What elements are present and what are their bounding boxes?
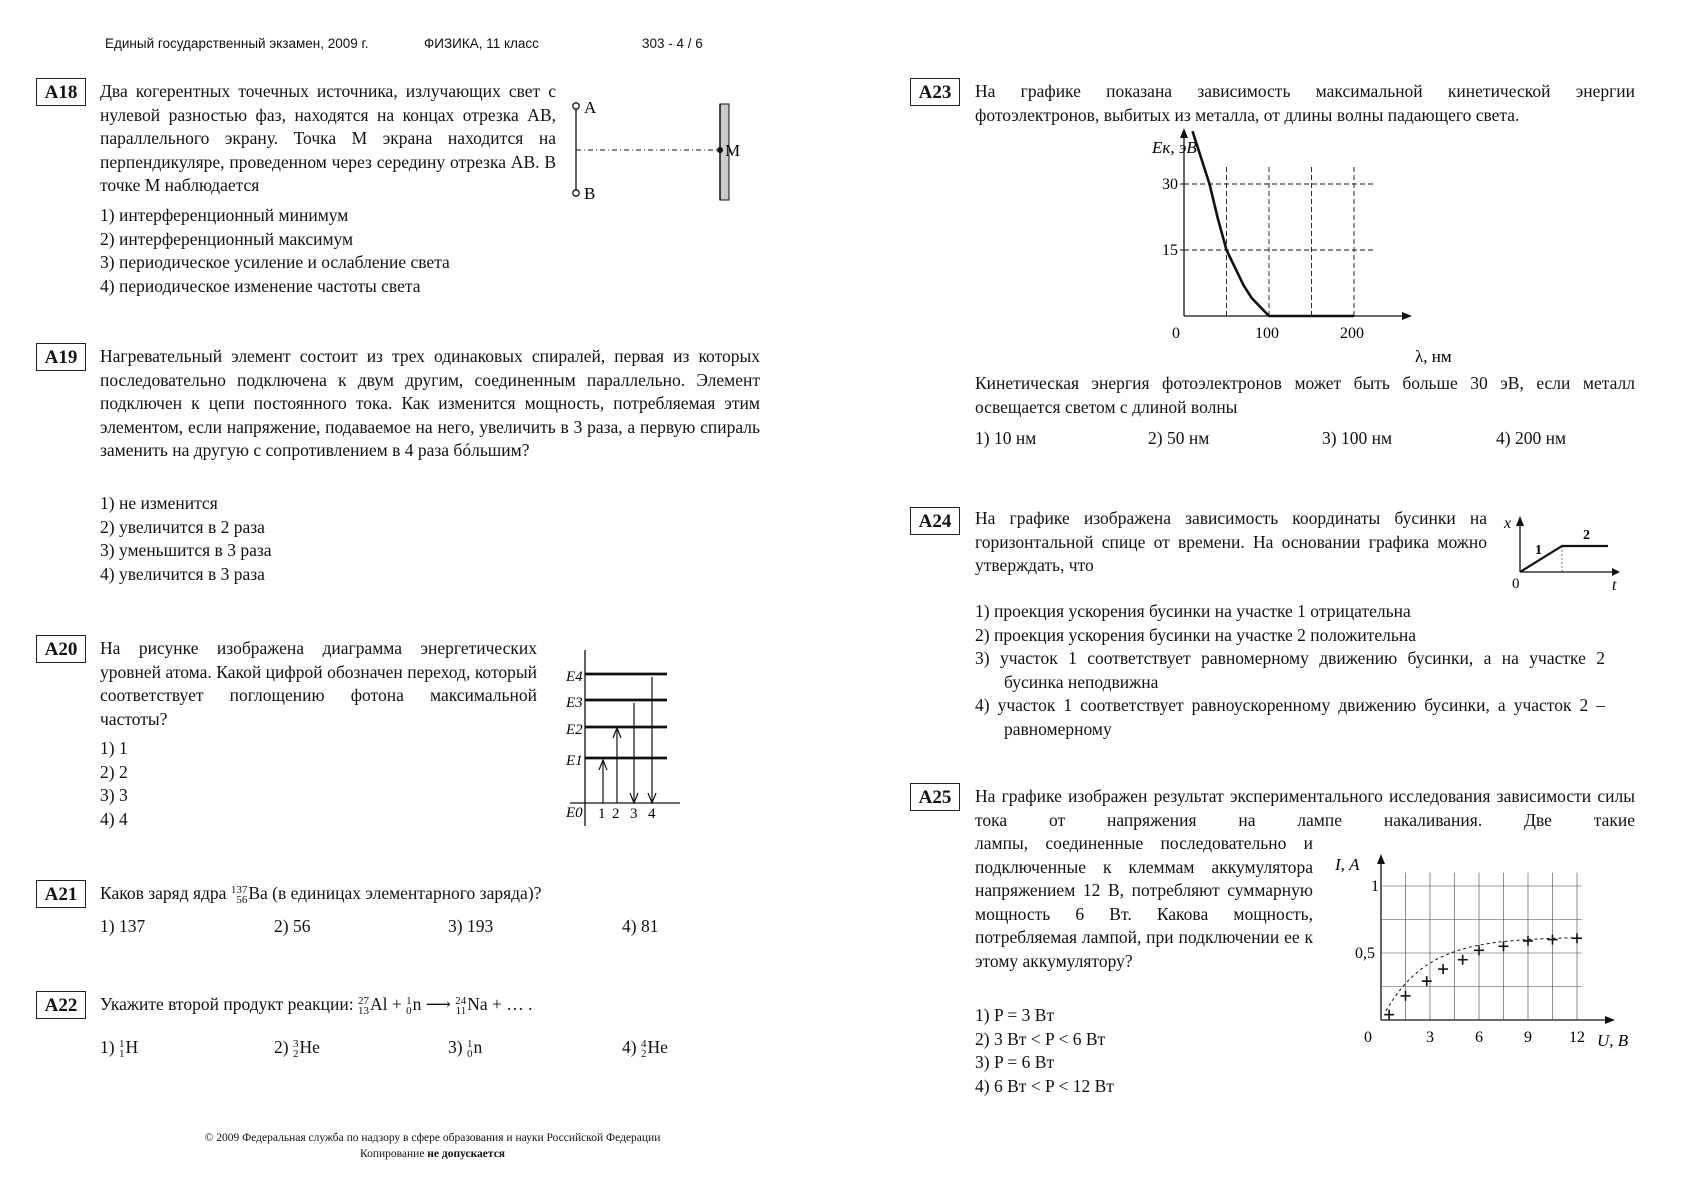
option-a18-4[interactable]: 4) периодическое изменение частоты света (100, 275, 421, 296)
chart2-fit-curve (1386, 938, 1579, 1011)
chart2-y-tick: 0,5 (1355, 945, 1375, 962)
chart2-data-point (1572, 933, 1582, 943)
option-a20-4[interactable]: 4) 4 (100, 808, 128, 829)
chart1-xlabel: λ, нм (1415, 347, 1452, 366)
transition-3: 3 (630, 806, 638, 822)
a22-r1-indices: 27 13 (357, 994, 369, 1017)
transition-1: 1 (598, 806, 606, 822)
fig-label-a: A (584, 98, 597, 117)
level-e2: E2 (566, 722, 583, 738)
chart2-ylabel: I, А (1335, 855, 1360, 874)
a22-p1-indices: 24 11 (455, 994, 467, 1017)
option-a19-3[interactable]: 3) уменьшится в 3 раза (100, 540, 272, 560)
option-a19-2[interactable]: 2) увеличится в 2 раза (100, 516, 265, 537)
option-a25-2[interactable]: 2) 3 Вт < P < 6 Вт (975, 1028, 1106, 1049)
option-a23-2[interactable]: 2) 50 нм (1148, 428, 1210, 448)
a22-r2-symbol: n (412, 994, 422, 1014)
a18-figure (565, 96, 745, 206)
question-text-a21 (100, 882, 700, 906)
footer (0, 1130, 865, 1162)
level-e1: E1 (566, 753, 583, 769)
question-text-a20: На рисунке изображена диаграмма энергетических уровней атома. Какой цифрой обозначен переход, который соответствует поглощению фотона максимальной частоты? (100, 638, 537, 729)
chart2-y-arrow (1377, 854, 1385, 864)
question-number-a24: А24 (910, 507, 960, 535)
a22-plus: + (391, 994, 402, 1014)
question-text-a22 (100, 993, 740, 1017)
chart1-x-tick: 100 (1255, 325, 1279, 342)
option-a20-2[interactable]: 2) 2 (100, 761, 128, 782)
chart2-data-point (1548, 935, 1558, 945)
options-a24 (975, 600, 1605, 741)
options-a18 (100, 204, 450, 298)
transition-2: 2 (612, 806, 620, 822)
chart2-data-point (1499, 941, 1509, 951)
chart2-xlabel: U, В (1597, 1031, 1629, 1050)
header-page: 303 - 4 / 6 (642, 36, 703, 51)
chart2-data-point (1523, 936, 1533, 946)
a22-r2-indices: 1 0 (406, 994, 412, 1017)
option-a24-1[interactable]: 1) проекция ускорения бусинки на участке 1 отрицательна (975, 601, 1411, 621)
a21-nuclide-symbol: Ba (248, 883, 268, 903)
chart1-x-arrow (1402, 312, 1412, 320)
a22-r1-symbol: Al (369, 994, 388, 1014)
a21-text-after: (в единицах элементарного заряда)? (272, 883, 542, 903)
option-a25-4[interactable]: 4) 6 Вт < P < 12 Вт (975, 1075, 1114, 1096)
question-number-a25: А25 (910, 783, 960, 811)
chart2-data-point (1458, 955, 1468, 965)
chart1-x-tick: 200 (1340, 325, 1364, 342)
chart2-x-tick: 0 (1364, 1029, 1372, 1046)
a22-text-before: Укажите второй продукт реакции: (100, 994, 354, 1014)
question-number-a19: А19 (36, 343, 86, 371)
option-a21-2[interactable]: 2) 56 (274, 916, 311, 936)
option-a20-3[interactable]: 3) 3 (100, 785, 128, 805)
current-voltage-chart (1325, 850, 1655, 1060)
option-a22-1[interactable]: 1) 1 1 H (100, 1037, 139, 1060)
question-number-a20: А20 (36, 635, 86, 663)
a22-p1-symbol: Na (467, 994, 488, 1014)
option-a25-3[interactable]: 3) P = 6 Вт (975, 1052, 1055, 1072)
transition-4: 4 (648, 806, 656, 822)
level-e0: E0 (566, 805, 583, 821)
chart1-x-tick: 0 (1172, 325, 1180, 342)
photoelectron-energy-chart (1140, 128, 1470, 368)
a22-tail: + … . (491, 994, 533, 1014)
question-number-a18: А18 (36, 78, 86, 106)
option-a20-1[interactable]: 1) 1 (100, 738, 128, 758)
chart2-y-tick: 1 (1371, 878, 1379, 895)
chart1-y-arrow (1180, 128, 1188, 138)
option-a19-4[interactable]: 4) увеличится в 3 раза (100, 563, 265, 584)
option-a24-4[interactable]: 4) участок 1 соответствует равноускоренному движению бусинки, а участок 2 – равномерному (975, 695, 1605, 739)
option-a21-1[interactable]: 1) 137 (100, 916, 146, 936)
chart2-x-tick: 9 (1524, 1029, 1532, 1046)
options-a19 (100, 492, 272, 586)
chart2-x-tick: 3 (1426, 1029, 1434, 1046)
level-e3: E3 (566, 695, 583, 711)
option-a18-3[interactable]: 3) периодическое усиление и ослабление света (100, 252, 450, 272)
question-number-a22: А22 (36, 991, 86, 1019)
option-a24-3[interactable]: 3) участок 1 соответствует равномерному движению бусинки, а на участке 2 бусинка неподвижна (975, 648, 1605, 692)
options-a20 (100, 737, 128, 831)
a24-axis-x: x (1504, 515, 1512, 532)
options-a25 (975, 1004, 1114, 1098)
question-text-a25: На графике изображен результат экспериментального исследования зависимости силы тока от напряжения на лампе накаливания. Две такие (975, 786, 1635, 830)
option-a24-2[interactable]: 2) проекция ускорения бусинки на участке 2 положительна (975, 624, 1416, 645)
a24-axis-t: t (1612, 577, 1617, 594)
a22-arrow: ⟶ (425, 994, 451, 1014)
chart2-x-tick: 6 (1475, 1029, 1483, 1046)
fig-label-b: B (584, 184, 596, 203)
question-text-a19: Нагревательный элемент состоит из трех одинаковых спиралей, первая из которых последовательно подключена к двум другим, соединенным параллельно. Элемент подключен к цепи постоянного тока. Как изменится мощность, потребляемая этим элементом, если напряжение, подаваемое на него, увеличить в 3 раза, а первую спираль заменить на другую с сопротивлением в 4 раза бóльшим? (100, 346, 760, 460)
question-text-a24: На графике изображена зависимость координаты бусинки на горизонтальной спице от времени. На основании графика можно утверждать, что (975, 508, 1487, 575)
option-a22-4[interactable]: 4) 4 2 He (622, 1037, 668, 1060)
chart2-data-point (1438, 964, 1448, 974)
a21-nuclide-indices: 137 56 (230, 883, 248, 906)
a24-seg2: 2 (1583, 528, 1590, 543)
question-number-a21: А21 (36, 880, 86, 908)
a21-text-before: Каков заряд ядра (100, 883, 227, 903)
option-a18-1[interactable]: 1) интерференционный минимум (100, 205, 349, 225)
option-a23-1[interactable]: 1) 10 нм (975, 428, 1037, 448)
chart1-y-tick: 15 (1162, 242, 1178, 259)
a24-origin: 0 (1512, 576, 1520, 592)
chart1-y-tick: 30 (1162, 176, 1178, 193)
fig-label-m: M (725, 141, 741, 160)
header-subject: ФИЗИКА, 11 класс (424, 36, 539, 51)
chart2-x-arrow (1605, 1016, 1615, 1024)
level-e4: E4 (566, 669, 583, 685)
chart2-data-point (1384, 1010, 1394, 1020)
chart2-x-tick: 12 (1569, 1029, 1585, 1046)
chart2-data-point (1401, 991, 1411, 1001)
option-a25-1[interactable]: 1) P = 3 Вт (975, 1005, 1055, 1025)
a24-graph (1500, 510, 1625, 595)
a24-seg1: 1 (1535, 543, 1542, 558)
chart2-data-point (1474, 945, 1484, 955)
option-a21-4[interactable]: 4) 81 (622, 916, 659, 936)
option-a21-3[interactable]: 3) 193 (448, 916, 494, 936)
chart1-curve (1193, 131, 1355, 316)
option-a23-3[interactable]: 3) 100 нм (1322, 428, 1393, 448)
footer-copyright: © 2009 Федеральная служба по надзору в сфере образования и науки Российской Федерации (204, 1132, 661, 1144)
header-exam: Единый государственный экзамен, 2009 г. (105, 36, 369, 51)
chart1-ylabel: Eк, эВ (1152, 138, 1197, 157)
option-a23-4[interactable]: 4) 200 нм (1496, 428, 1567, 448)
footer-copy-notice: Копирование не допускается (359, 1148, 506, 1160)
question-text2-a23: Кинетическая энергия фотоэлектронов может быть больше 30 эВ, если металл освещается светом с длиной волны (975, 373, 1635, 417)
option-a22-3[interactable]: 3) 1 0 n (448, 1037, 483, 1060)
energy-level-diagram (560, 648, 690, 828)
option-a22-2[interactable]: 2) 3 2 He (274, 1037, 320, 1060)
question-text-a25-rest: лампы, соединенные последовательно и подключенные к клеммам аккумулятора напряжением 12 В, потребляют суммарную мощность 6 Вт. Какова мощность, потребляемая лампой, при подключении ее к этому аккумулятору? (975, 833, 1313, 971)
question-text-a18: Два когерентных точечных источника, излучающих свет с нулевой разностью фаз, находятся на концах отрезка АВ, параллельного экрану. Точка М экрана находится на перпендикуляре, проведенном через середину отрезка АВ. В точке М наблюдается (100, 81, 556, 195)
option-a19-1[interactable]: 1) не изменится (100, 493, 218, 513)
question-number-a23: А23 (910, 78, 960, 106)
question-text-a23: На графике показана зависимость максимальной кинетической энергии фотоэлектронов, выбитых из металла, от длины волны падающего света. (975, 81, 1635, 125)
option-a18-2[interactable]: 2) интерференционный максимум (100, 228, 354, 249)
